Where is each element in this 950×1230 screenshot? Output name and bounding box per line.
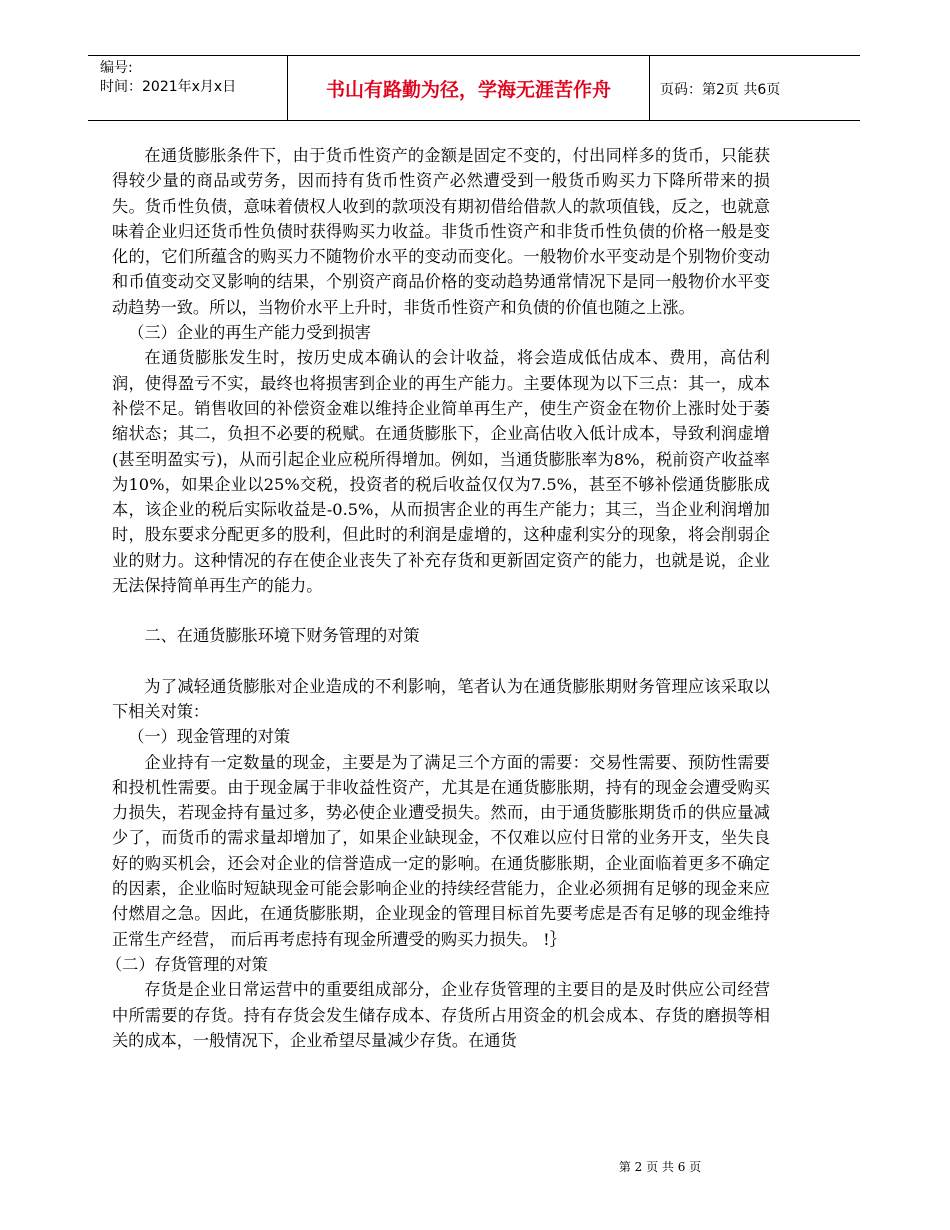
page-footer: 第 2 页 共 6 页	[618, 1160, 702, 1174]
subheading-reproduction: （三）企业的再生产能力受到损害	[128, 323, 371, 343]
document-body	[106, 143, 770, 1053]
paragraph-monetary-assets: 在通货膨胀条件下，由于货币性资产的金额是固定不变的，付出同样多的货币，只能获得较少量的商品或劳务，因而持有货币性资产必然遭受到一般货币购买力下降所带来的损失。货币性负债，意味着债权人收到的款项没有期初借给借款人的款项值钱，反之，也就意味着企业归还货币性负债时获得购买力收益。非货币性资产和非货币性负债的价格一般是变化的，它们所蕴含的购买力不随物价水平的变动而变化。一般物价水平变动是个别物价变动和币值变动交叉影响的结果，个别资产商品价格的变动趋势通常情况下是同一般物价水平变动趋势一致。所以，当物价水平上升时，非货币性资产和负债的价值也随之上涨。	[112, 146, 770, 317]
header-number-label: 编号:	[100, 60, 133, 76]
subheading-inventory-management: （二）存货管理的对策	[106, 954, 268, 974]
paragraph-reproduction: 在通货膨胀发生时，按历史成本确认的会计收益，将会造成低估成本、费用，高估利润，使得盈亏不实，最终也将损害到企业的再生产能力。主要体现为以下三点：其一，成本补偿不足。销售收回的补偿资金难以维持企业简单再生产，使生产资金在物价上涨时处于萎缩状态；其二，负担不必要的税赋。在通货膨胀下，企业高估收入低计成本，导致利润虚增(甚至明盈实亏)，从而引起企业应税所得增加。例如，当通货膨胀率为8%，税前资产收益率为10%，如果企业以25%交税，投资者的税后收益仅仅为7.5%，甚至不够补偿通货膨胀成本，该企业的税后实际收益是-0.5%，从而损害企业的再生产能力；其三，当企业利润增加时，股东要求分配更多的股利，但此时的利润是虚增的，这种虚利实分的现象，将会削弱企业的财力。这种情况的存在使企业丧失了补充存货和更新固定资产的能力，也就是说，企业无法保持简单再生产的能力。	[112, 348, 770, 596]
header-page-label: 页码：第2页 共6页	[660, 82, 781, 98]
paragraph-inventory-management: 存货是企业日常运营中的重要组成部分，企业存货管理的主要目的是及时供应公司经营中所需要的存货。持有存货会发生储存成本、存货所占用资金的机会成本、存货的磨损等相关的成本，一般情况下，企业希望尽量减少存货。在通货	[112, 980, 770, 1050]
page-header	[88, 55, 860, 121]
paragraph-intro-countermeasures: 为了减轻通货膨胀对企业造成的不利影响，笔者认为在通货膨胀期财务管理应该采取以下相关对策：	[112, 676, 770, 721]
paragraph-cash-management: 企业持有一定数量的现金，主要是为了满足三个方面的需要：交易性需要、预防性需要和投机性需要。由于现金属于非收益性资产，尤其是在通货膨胀期，持有的现金会遭受购买力损失，若现金持有量过多，势必使企业遭受损失。然而，由于通货膨胀期货币的供应量减少了，而货币的需求量却增加了，如果企业缺现金，不仅难以应付日常的业务开支，坐失良好的购买机会，还会对企业的信誉造成一定的影响。在通货膨胀期，企业面临着更多不确定的因素，企业临时短缺现金可能会影响企业的持续经营能力，企业必须拥有足够的现金来应付燃眉之急。因此，在通货膨胀期，企业现金的管理目标首先要考虑是否有足够的现金维持正常生产经营， 而后再考虑持有现金所遭受的购买力损失。 !｝	[112, 752, 770, 949]
header-divider-right	[649, 55, 650, 121]
header-top-rule	[88, 55, 860, 56]
header-meta	[100, 59, 236, 97]
section-heading-countermeasures: 二、在通货膨胀环境下财务管理的对策	[144, 626, 420, 646]
header-time-label: 时间：2021年x月x日	[100, 79, 237, 95]
subheading-cash-management: （一）现金管理的对策	[128, 727, 291, 747]
header-bottom-rule	[88, 120, 860, 121]
header-motto: 书山有路勤为径，学海无涯苦作舟	[325, 79, 611, 101]
